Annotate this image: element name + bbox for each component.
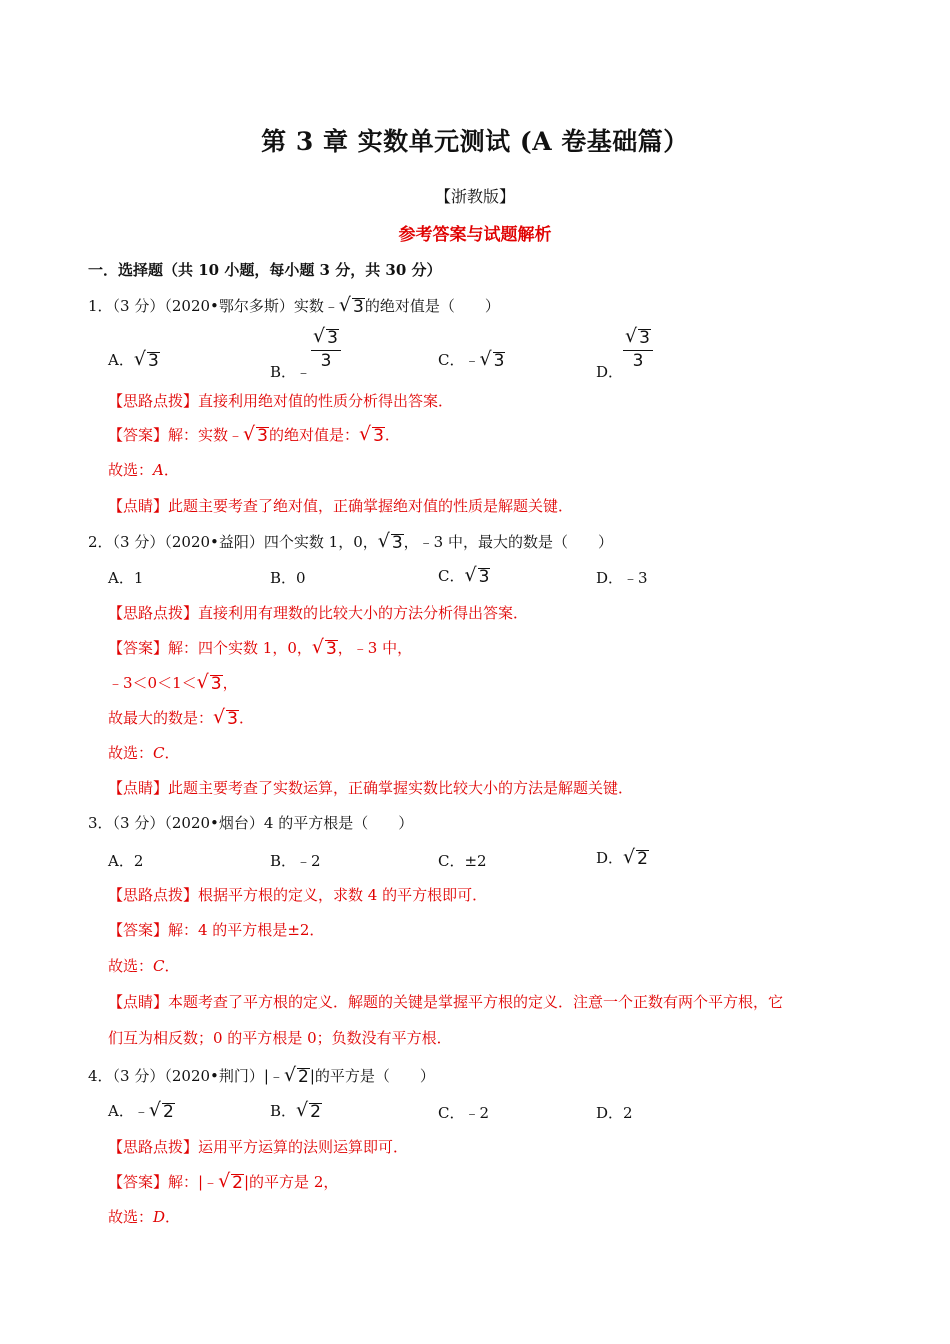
page-title: 第 3 章 实数单元测试 (A 卷基础篇）: [261, 127, 689, 156]
question-4-option-b: B．√ 2: [270, 1099, 321, 1122]
question-4-option-a: A．﹣√ 2: [108, 1099, 174, 1122]
question-2-answer: 【答案】解：四个实数 1，0，√ 3，﹣3 中，: [108, 636, 413, 659]
question-4-choice: 故选：D．: [108, 1208, 181, 1226]
question-2-comment: 【点睛】此题主要考查了实数运算，正确掌握实数比较大小的方法是解题关键．: [108, 779, 634, 797]
question-4-hint: 【思路点拨】运用平方运算的法则运算即可．: [108, 1138, 409, 1156]
question-2-stem: 2．（3 分）（2020•益阳）四个实数 1，0，√ 3，﹣3 中，最大的数是（ ）: [88, 530, 613, 553]
question-3-option-d: D．√ 2: [596, 846, 648, 869]
question-3-stem: 3．（3 分）（2020•烟台）4 的平方根是（ ）: [88, 814, 414, 832]
answer-subtitle: 参考答案与试题解析: [398, 225, 552, 245]
question-2-hint: 【思路点拨】直接利用有理数的比较大小的方法分析得出答案．: [108, 604, 529, 622]
question-3-hint: 【思路点拨】根据平方根的定义，求数 4 的平方根即可．: [108, 886, 488, 904]
question-1-option-c: C．﹣√ 3: [438, 348, 505, 371]
question-2-option-b: B．0: [270, 569, 306, 587]
question-2-max-line: 故最大的数是：√ 3．: [108, 706, 254, 729]
question-1-option-b: B．﹣ $\frac{√ 3}{3}$: [270, 326, 341, 371]
question-4-answer: 【答案】解：|﹣√ 2|的平方是 2，: [108, 1170, 339, 1193]
question-1-choice: 故选：A．: [108, 461, 179, 479]
question-1-option-a: A．√ 3: [108, 348, 159, 371]
question-3-answer: 【答案】解：4 的平方根是±2．: [108, 921, 325, 939]
question-2-option-a: A．1: [108, 569, 144, 587]
section-heading: 一．选择题（共 10 小题，每小题 3 分，共 30 分）: [88, 261, 442, 279]
question-3-comment-line-1: 【点睛】本题考查了平方根的定义．解题的关键是掌握平方根的定义．注意一个正数有两个平方根，它: [108, 993, 784, 1011]
question-3-comment-line-2: 们互为相反数；0 的平方根是 0；负数没有平方根．: [108, 1029, 452, 1047]
question-1-stem: 1．（3 分）（2020•鄂尔多斯）实数﹣√ 3的绝对值是（ ）: [88, 294, 500, 317]
question-2-choice: 故选：C．: [108, 744, 180, 762]
question-3-option-c: C．±2: [438, 852, 487, 870]
sqrt-symbol: √ 3: [338, 294, 364, 317]
question-3-choice: 故选：C．: [108, 957, 180, 975]
question-2-inequality: ﹣3＜0＜1＜√ 3，: [108, 671, 238, 694]
question-1-option-d: D． $\frac{√ 3}{3}$: [596, 326, 653, 371]
question-4-stem: 4．（3 分）（2020•荆门）|﹣√ 2|的平方是（ ）: [88, 1064, 435, 1087]
question-3-option-b: B．﹣2: [270, 852, 321, 870]
edition-label: 【浙教版】: [434, 187, 515, 206]
question-1-comment: 【点睛】此题主要考查了绝对值，正确掌握绝对值的性质是解题关键．: [108, 497, 574, 515]
question-3-option-a: A．2: [108, 852, 144, 870]
question-2-option-c: C．√ 3: [438, 564, 490, 587]
question-1-answer: 【答案】解：实数﹣√ 3的绝对值是：√ 3．: [108, 423, 400, 446]
question-4-option-d: D．2: [596, 1104, 633, 1122]
question-4-option-c: C．﹣2: [438, 1104, 490, 1122]
question-2-option-d: D．﹣3: [596, 569, 648, 587]
question-1-hint: 【思路点拨】直接利用绝对值的性质分析得出答案．: [108, 392, 454, 410]
